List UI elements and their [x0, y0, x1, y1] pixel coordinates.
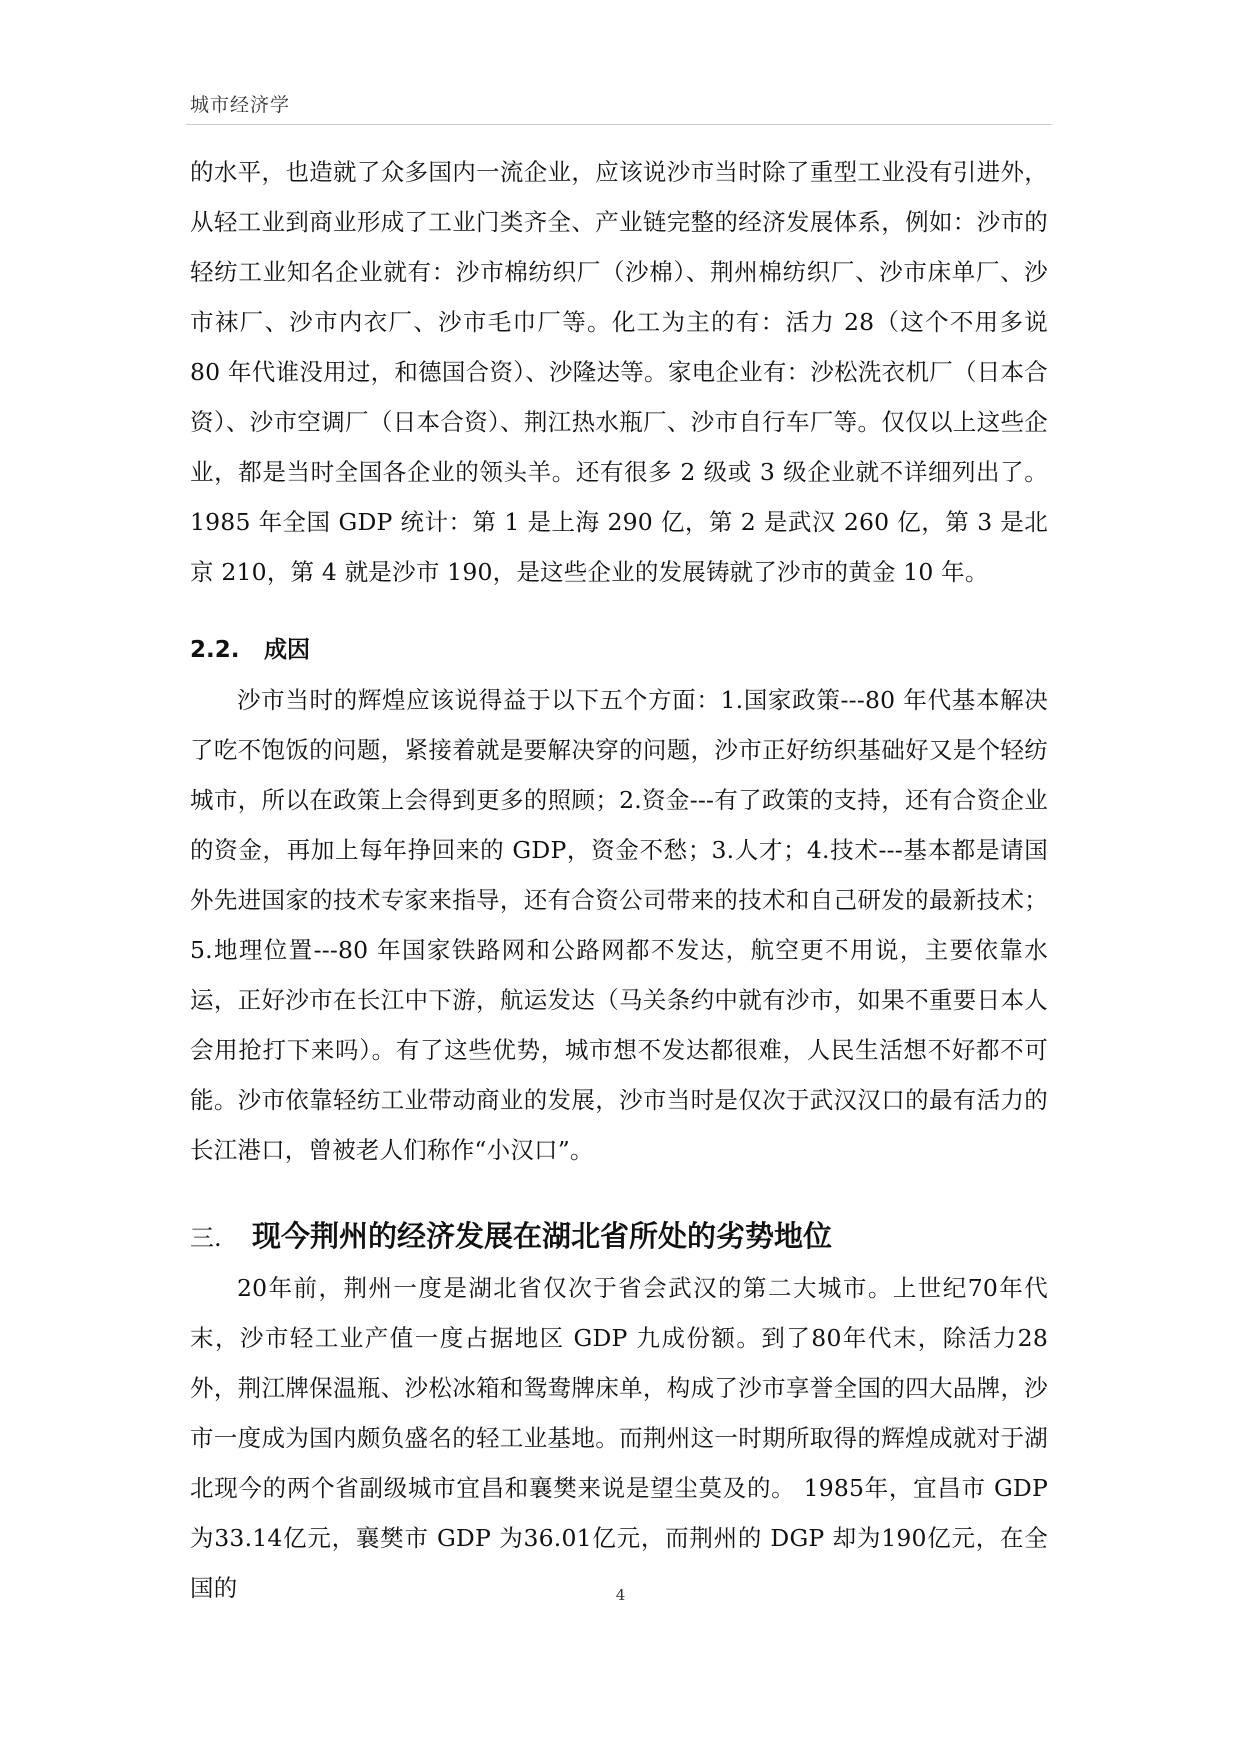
chapter-paragraph: 20年前，荆州一度是湖北省仅次于省会武汉的第二大城市。上世纪70年代末，沙市轻工业产值一度占据地区 GDP 九成份额。到了80年代末，除活力28外，荆江牌保温瓶、沙松冰箱和鸳鸯牌床单，构成了沙市享誉全国的四大品牌，沙市一度成为国内颇负盛名的轻工业基地。而荆州这一时期所取得的辉煌成就对于湖北现今的两个省副级城市宜昌和襄樊来说是望尘莫及的。 1985年，宜昌市 GDP 为33.14亿元，襄樊市 GDP 为36.01亿元，而荆州的 DGP 却为190亿元，在全国的 — [190, 1274, 1048, 1602]
spacer — [190, 597, 1048, 625]
section-heading — [190, 625, 1048, 675]
section-number: 2.2. — [190, 637, 240, 663]
chapter-title: 现今荆州的经济发展在湖北省所处的劣势地位 — [252, 1219, 833, 1253]
section-title: 成因 — [264, 637, 310, 663]
chapter-heading — [190, 1211, 1048, 1263]
intro-paragraph: 的水平，也造就了众多国内一流企业，应该说沙市当时除了重型工业没有引进外，从轻工业到商业形成了工业门类齐全、产业链完整的经济发展体系，例如：沙市的轻纺工业知名企业就有：沙市棉纺织厂（沙棉）、荆州棉纺织厂、沙市床单厂、沙市袜厂、沙市内衣厂、沙市毛巾厂等。化工为主的有：活力 28（这个不用多说 80 年代谁没用过，和德国合资）、沙隆达等。家电企业有：沙松洗衣机厂（日本合资）、沙市空调厂（日本合资）、荆江热水瓶厂、沙市自行车厂等。仅仅以上这些企业，都是当时全国各企业的领头羊。还有很多 2 级或 3 级企业就不详细列出了。1985 年全国 GDP 统计：第 1 是上海 290 亿，第 2 是武汉 260 亿，第 3 是北京 210，第 4 就是沙市 190，是这些企业的发展铸就了沙市的黄金 10 年。 — [190, 158, 1048, 586]
header-rule — [186, 124, 1052, 125]
page-number: 4 — [615, 1586, 626, 1604]
running-header: 城市经济学 — [190, 94, 291, 116]
page-body — [190, 147, 1048, 1613]
spacer — [190, 1175, 1048, 1211]
section-paragraph: 沙市当时的辉煌应该说得益于以下五个方面：1.国家政策---80 年代基本解决了吃不饱饭的问题，紧接着就是要解决穿的问题，沙市正好纺织基础好又是个轻纺城市，所以在政策上会得到更多的照顾；2.资金---有了政策的支持，还有合资企业的资金，再加上每年挣回来的 GDP，资金不愁；3.人才；4.技术---基本都是请国外先进国家的技术专家来指导，还有合资公司带来的技术和自己研发的最新技术；5.地理位置---80 年国家铁路网和公路网都不发达，航空更不用说，主要依靠水运，正好沙市在长江中下游，航运发达（马关条约中就有沙市，如果不重要日本人会用抢打下来吗）。有了这些优势，城市想不发达都很难，人民生活想不好都不可能。沙市依靠轻纺工业带动商业的发展，沙市当时是仅次于武汉汉口的最有活力的长江港口，曾被老人们称作“小汉口”。 — [190, 686, 1048, 1164]
chapter-number: 三. — [190, 1224, 222, 1252]
